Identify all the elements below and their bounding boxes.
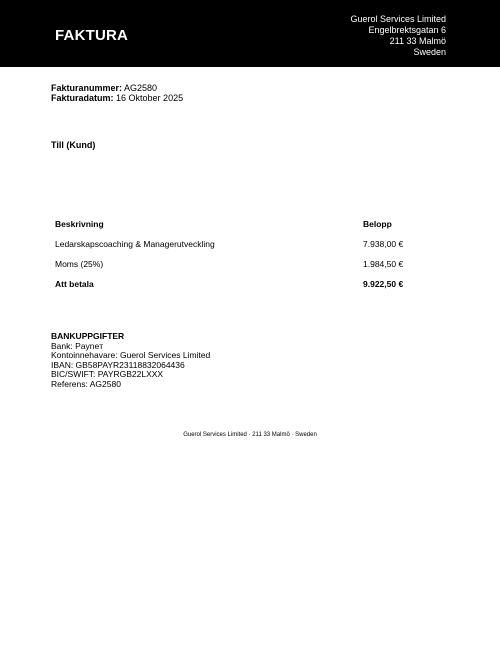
column-header-description: Beskrivning (55, 219, 104, 229)
total-amount: 9.922,50 € (363, 279, 404, 289)
company-country: Sweden (413, 47, 446, 57)
line-items-table (55, 219, 415, 299)
item-description: Moms (25%) (55, 259, 104, 269)
table-header-row (55, 219, 415, 239)
invoice-number-value: AG2580 (124, 83, 158, 93)
invoice-number-label: Fakturanummer: (51, 83, 123, 93)
invoice-date (51, 93, 183, 103)
company-name: Guerol Services Limited (350, 14, 446, 24)
invoice-date-value: 16 Oktober 2025 (116, 93, 184, 103)
invoice-title: FAKTURA (55, 27, 129, 44)
invoice-number (51, 83, 183, 93)
recipient-label: Till (Kund) (51, 140, 96, 150)
item-amount: 1.984,50 € (363, 259, 404, 269)
bank-iban: IBAN: GB58PAYR23118832064436 (51, 359, 185, 370)
bank-reference: Referens: AG2580 (51, 378, 121, 389)
bank-details (51, 332, 210, 389)
invoice-date-label: Fakturadatum: (51, 93, 114, 103)
company-address (350, 14, 446, 58)
invoice-meta (51, 83, 183, 103)
table-row (55, 259, 415, 279)
table-row (55, 239, 415, 259)
item-amount: 7.938,00 € (363, 239, 404, 249)
bank-name: Bank: Payneт (51, 340, 104, 351)
invoice-header (0, 0, 500, 67)
bank-bic: BIC/SWIFT: PAYRGB22LXXX (51, 369, 164, 379)
bank-details-title: BANKUPPGIFTER (51, 331, 125, 341)
item-description: Ledarskapscoaching & Managerutveckling (55, 239, 215, 249)
company-city: 211 33 Malmö (389, 36, 446, 46)
company-street: Engelbrektsgatan 6 (368, 25, 446, 35)
bank-account-holder: Kontoinnehavare: Guerol Services Limited (51, 350, 211, 360)
total-row (55, 279, 415, 299)
column-header-amount: Belopp (363, 219, 392, 229)
footer-text: Guerol Services Limited · 211 33 Malmö · Sweden (183, 432, 317, 438)
total-label: Att betala (55, 279, 94, 289)
